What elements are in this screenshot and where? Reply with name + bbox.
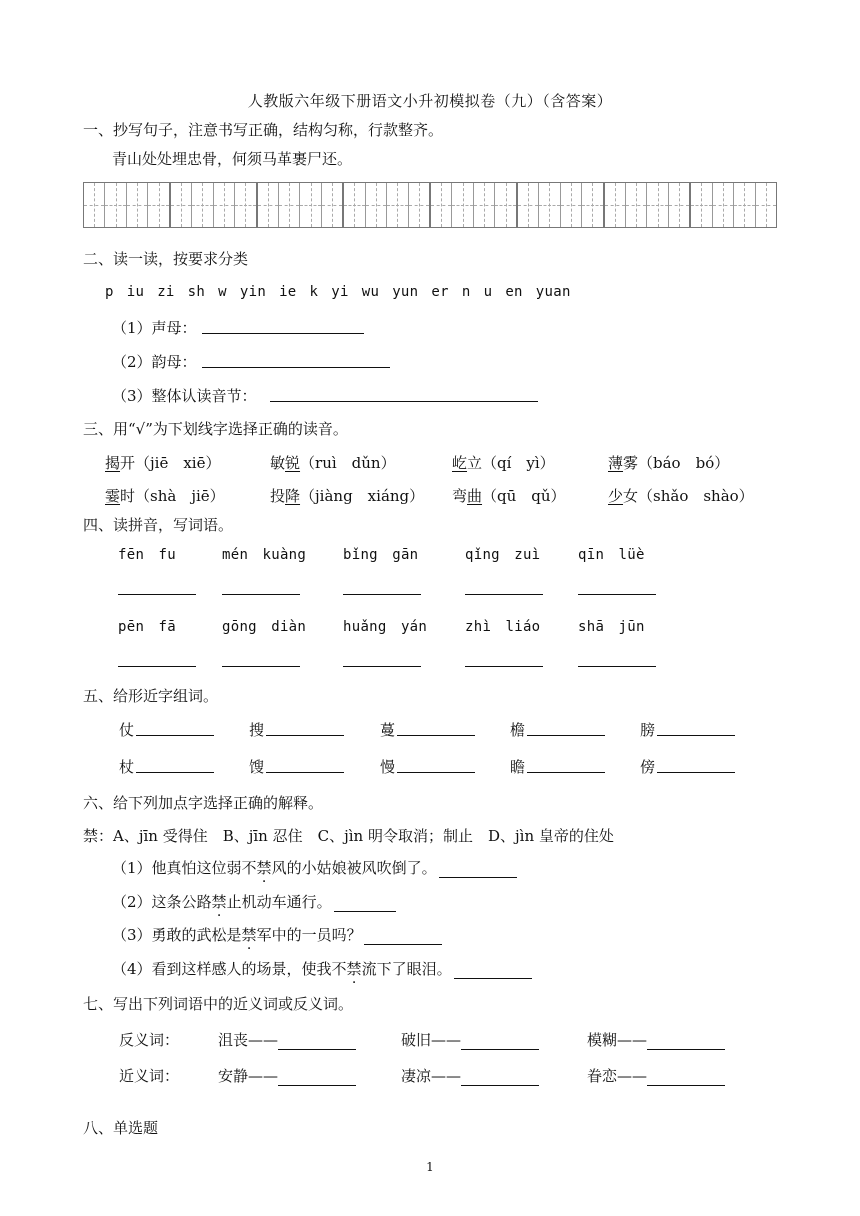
grid-cell[interactable]: [734, 183, 755, 227]
grid-guide-v: [506, 183, 507, 227]
similar-char: 檐: [510, 721, 526, 739]
answer-line-compound[interactable]: [397, 772, 475, 773]
answer-blank[interactable]: [647, 1035, 725, 1050]
dotted-char: 禁 ·: [257, 857, 272, 878]
word-relation-item: [218, 1029, 356, 1050]
grid-cell[interactable]: [691, 183, 712, 227]
item-prefix: 弯: [452, 487, 468, 505]
grid-guide-v: [701, 183, 702, 227]
grid-guide-v: [636, 183, 637, 227]
underlined-char: 屹: [452, 454, 468, 472]
section-3-heading: 三、用“√”为下划线字选择正确的读音。: [83, 420, 348, 438]
answer-line-compound[interactable]: [527, 772, 605, 773]
answer-line-word[interactable]: [222, 666, 300, 667]
grid-guide-v: [766, 183, 767, 227]
copy-sentence: 青山处处埋忠骨，何须马革裹尸还。: [112, 150, 353, 168]
underlined-char: 薄: [608, 454, 624, 472]
underlined-char: 曲: [467, 487, 483, 505]
grid-guide-v: [679, 183, 680, 227]
grid-cell[interactable]: [366, 183, 387, 227]
answer-line-compound[interactable]: [266, 735, 344, 736]
answer-blank[interactable]: [454, 964, 532, 979]
grid-cell[interactable]: [84, 183, 105, 227]
item-prefix: 投: [270, 487, 286, 505]
question-text-end: 止机动车通行。: [226, 893, 332, 911]
answer-blank[interactable]: [278, 1071, 356, 1086]
similar-char: 馊: [249, 758, 265, 776]
answer-blank[interactable]: [647, 1071, 725, 1086]
question-text-end: 流下了眼泪。: [361, 960, 452, 978]
pinyin-prompt: qīn lüè: [578, 547, 645, 563]
pronunciation-item: [105, 485, 225, 506]
source-word: 沮丧——: [218, 1031, 279, 1049]
grid-cell[interactable]: [713, 183, 734, 227]
underlined-char: 少: [608, 487, 624, 505]
page-number: 1: [426, 1160, 434, 1174]
pronunciation-item: [452, 485, 566, 506]
syllable: w: [218, 284, 227, 300]
section-2-heading: 二、读一读，按要求分类: [83, 250, 249, 268]
syllable: k: [309, 284, 319, 300]
section-1-heading: 一、抄写句子，注意书写正确，结构匀称，行款整齐。: [83, 121, 444, 139]
word-relation-item: [401, 1065, 539, 1086]
item-reading-options[interactable]: （ruì dǔn）: [300, 454, 396, 472]
pinyin-prompt: shā jūn: [578, 619, 645, 635]
answer-line-word[interactable]: [578, 666, 656, 667]
dotted-char: 禁 ·: [242, 924, 257, 945]
grid-guide-v: [376, 183, 377, 227]
grid-cell[interactable]: [192, 183, 213, 227]
item-reading-options[interactable]: 时（shà jiē）: [120, 487, 225, 505]
pronunciation-item: [452, 452, 555, 473]
pronunciation-item: [608, 485, 754, 506]
question-text-start: （4）看到这样感人的场景，使我不: [112, 960, 347, 978]
q-finals-label: （2）韵母：: [112, 353, 197, 371]
pinyin-prompt: huǎng yán: [343, 619, 428, 635]
similar-char: 傍: [640, 758, 656, 776]
meaning-question: [112, 891, 396, 912]
word-relation-item: [401, 1029, 539, 1050]
answer-line-compound[interactable]: [527, 735, 605, 736]
grid-cell[interactable]: [626, 183, 647, 227]
meaning-question: [112, 958, 532, 979]
pinyin-prompt: qǐng zuì: [465, 547, 541, 563]
grid-cell[interactable]: [669, 183, 691, 227]
grid-guide-v: [181, 183, 182, 227]
syllable: ie: [279, 284, 297, 300]
grid-cell[interactable]: [279, 183, 300, 227]
answer-line-word[interactable]: [118, 594, 196, 595]
syllable: p: [105, 284, 114, 300]
syllable: sh: [187, 284, 206, 300]
grid-guide-v: [332, 183, 333, 227]
grid-guide-v: [528, 183, 529, 227]
grid-guide-v: [484, 183, 485, 227]
grid-guide-v: [245, 183, 246, 227]
grid-cell[interactable]: [148, 183, 170, 227]
grid-cell[interactable]: [647, 183, 668, 227]
grid-guide-v: [658, 183, 659, 227]
similar-char: 膀: [640, 721, 656, 739]
section-4-heading: 四、读拼音，写词语。: [83, 516, 234, 534]
grid-guide-v: [202, 183, 203, 227]
grid-cell[interactable]: [322, 183, 344, 227]
syllable-list: [105, 284, 571, 300]
grid-guide-v: [289, 183, 290, 227]
syllable: n: [461, 284, 471, 300]
document-title: 人教版六年级下册语文小升初模拟卷（九）（含答案）: [247, 92, 613, 110]
answer-line-word[interactable]: [465, 666, 543, 667]
syllable: yuan: [535, 284, 571, 300]
pronunciation-item: [105, 452, 220, 473]
syllable: zi: [157, 284, 175, 300]
item-reading-options[interactable]: 雾（báo bó）: [623, 454, 730, 472]
grid-guide-v: [397, 183, 398, 227]
underlined-char: 揭: [105, 454, 121, 472]
answer-line-word[interactable]: [578, 594, 656, 595]
grid-guide-v: [268, 183, 269, 227]
pronunciation-item: [270, 485, 424, 506]
answer-blank[interactable]: [461, 1035, 539, 1050]
grid-cell[interactable]: [582, 183, 604, 227]
grid-guide-v: [463, 183, 464, 227]
syllable: yi: [331, 284, 349, 300]
similar-char: 搜: [249, 721, 265, 739]
answer-line-compound[interactable]: [657, 772, 735, 773]
syllable: wu: [361, 284, 380, 300]
item-reading-options[interactable]: 立（qí yì）: [467, 454, 555, 472]
grid-cell[interactable]: [344, 183, 365, 227]
grid-cell[interactable]: [518, 183, 539, 227]
answer-line-word[interactable]: [465, 594, 543, 595]
grid-cell[interactable]: [605, 183, 626, 227]
dotted-char: 禁 ·: [347, 958, 362, 979]
grid-guide-v: [441, 183, 442, 227]
answer-line-word[interactable]: [222, 594, 300, 595]
syllable: yin: [239, 284, 267, 300]
grid-cell[interactable]: [539, 183, 560, 227]
grid-guide-v: [94, 183, 95, 227]
grid-guide-v: [159, 183, 160, 227]
syllable: yun: [392, 284, 419, 300]
syllable: er: [431, 284, 449, 300]
grid-guide-v: [311, 183, 312, 227]
grid-guide-v: [549, 183, 550, 227]
grid-cell[interactable]: [409, 183, 431, 227]
pinyin-prompt: fēn fu: [118, 547, 176, 563]
q-initials-label: （1）声母：: [112, 319, 197, 337]
dotted-char: 禁 ·: [212, 891, 227, 912]
similar-char: 仗: [119, 721, 135, 739]
item-reading-options[interactable]: （qū qǔ）: [482, 487, 566, 505]
pinyin-prompt: zhì liáo: [465, 619, 541, 635]
antonym-label: 反义词：: [119, 1031, 180, 1049]
meaning-question: [112, 924, 442, 945]
pinyin-prompt: bǐng gān: [343, 547, 419, 563]
grid-guide-v: [571, 183, 572, 227]
question-text-start: （2）这条公路: [112, 893, 212, 911]
grid-cell[interactable]: [300, 183, 321, 227]
underlined-char: 锐: [285, 454, 301, 472]
writing-grid[interactable]: [83, 182, 777, 228]
grid-cell[interactable]: [387, 183, 408, 227]
answer-line-initials[interactable]: [202, 333, 364, 334]
answer-line-compound[interactable]: [397, 735, 475, 736]
grid-guide-v: [116, 183, 117, 227]
grid-guide-v: [354, 183, 355, 227]
word-relation-item: [218, 1065, 356, 1086]
grid-cell[interactable]: [431, 183, 452, 227]
question-text-start: （1）他真怕这位弱不: [112, 859, 257, 877]
source-word: 破旧——: [401, 1031, 462, 1049]
grid-cell[interactable]: [474, 183, 495, 227]
grid-guide-v: [615, 183, 616, 227]
syllable: en: [505, 284, 523, 300]
question-text-end: 风的小姑娘被风吹倒了。: [271, 859, 437, 877]
pronunciation-item: [270, 452, 396, 473]
section-8-heading: 八、单选题: [83, 1119, 159, 1137]
item-reading-options[interactable]: 女（shǎo shào）: [623, 487, 754, 505]
synonym-label: 近义词：: [119, 1067, 180, 1085]
grid-cell[interactable]: [105, 183, 126, 227]
grid-cell[interactable]: [171, 183, 192, 227]
grid-cell[interactable]: [495, 183, 517, 227]
q-whole-syllables-label: （3）整体认读音节：: [112, 387, 257, 405]
section-6-heading: 六、给下列加点字选择正确的解释。: [83, 794, 324, 812]
answer-blank[interactable]: [278, 1035, 356, 1050]
answer-line-word[interactable]: [343, 666, 421, 667]
grid-guide-v: [224, 183, 225, 227]
answer-line-word[interactable]: [343, 594, 421, 595]
source-word: 安静——: [218, 1067, 279, 1085]
question-text-end: 军中的一员吗？: [256, 926, 362, 944]
underlined-char: 降: [285, 487, 301, 505]
similar-char: 慢: [380, 758, 396, 776]
answer-line-compound[interactable]: [266, 772, 344, 773]
answer-blank[interactable]: [364, 930, 442, 945]
grid-guide-v: [723, 183, 724, 227]
answer-blank[interactable]: [461, 1071, 539, 1086]
item-reading-options[interactable]: 开（jiē xiē）: [120, 454, 221, 472]
grid-cell[interactable]: [127, 183, 148, 227]
meaning-question: [112, 857, 517, 878]
underlined-char: 霎: [105, 487, 121, 505]
question-text-start: （3）勇敢的武松是: [112, 926, 242, 944]
grid-cell[interactable]: [561, 183, 582, 227]
grid-guide-v: [744, 183, 745, 227]
answer-line-word[interactable]: [118, 666, 196, 667]
source-word: 眷恋——: [587, 1067, 648, 1085]
section-7-heading: 七、写出下列词语中的近义词或反义词。: [83, 995, 354, 1013]
answer-line-compound[interactable]: [136, 735, 214, 736]
grid-cell[interactable]: [258, 183, 279, 227]
grid-cell[interactable]: [756, 183, 776, 227]
grid-guide-v: [419, 183, 420, 227]
grid-guide-v: [137, 183, 138, 227]
pinyin-prompt: pēn fā: [118, 619, 176, 635]
pinyin-prompt: mén kuàng: [222, 547, 307, 563]
syllable: iu: [126, 284, 145, 300]
similar-char: 蔓: [380, 721, 396, 739]
answer-line-compound[interactable]: [657, 735, 735, 736]
source-word: 模糊——: [587, 1031, 648, 1049]
answer-line-whole-syllables[interactable]: [270, 401, 538, 402]
word-relation-item: [587, 1065, 725, 1086]
similar-char: 杖: [119, 758, 135, 776]
item-prefix: 敏: [270, 454, 286, 472]
answer-blank[interactable]: [439, 863, 517, 878]
source-word: 凄凉——: [401, 1067, 462, 1085]
answer-line-finals[interactable]: [202, 367, 390, 368]
similar-char: 瞻: [510, 758, 526, 776]
syllable: u: [483, 284, 493, 300]
answer-blank[interactable]: [334, 897, 396, 912]
grid-cell[interactable]: [452, 183, 473, 227]
grid-cell[interactable]: [235, 183, 257, 227]
word-relation-item: [587, 1029, 725, 1050]
answer-line-compound[interactable]: [136, 772, 214, 773]
pinyin-prompt: gōng diàn: [222, 619, 307, 635]
jin-definitions: 禁：A、jīn 受得住 B、jīn 忍住 C、jìn 明令取消；制止 D、jìn 皇帝的住处: [83, 827, 614, 845]
grid-guide-v: [592, 183, 593, 227]
pronunciation-item: [608, 452, 729, 473]
item-reading-options[interactable]: （jiàng xiáng）: [300, 487, 425, 505]
section-5-heading: 五、给形近字组词。: [83, 687, 219, 705]
grid-cell[interactable]: [214, 183, 235, 227]
